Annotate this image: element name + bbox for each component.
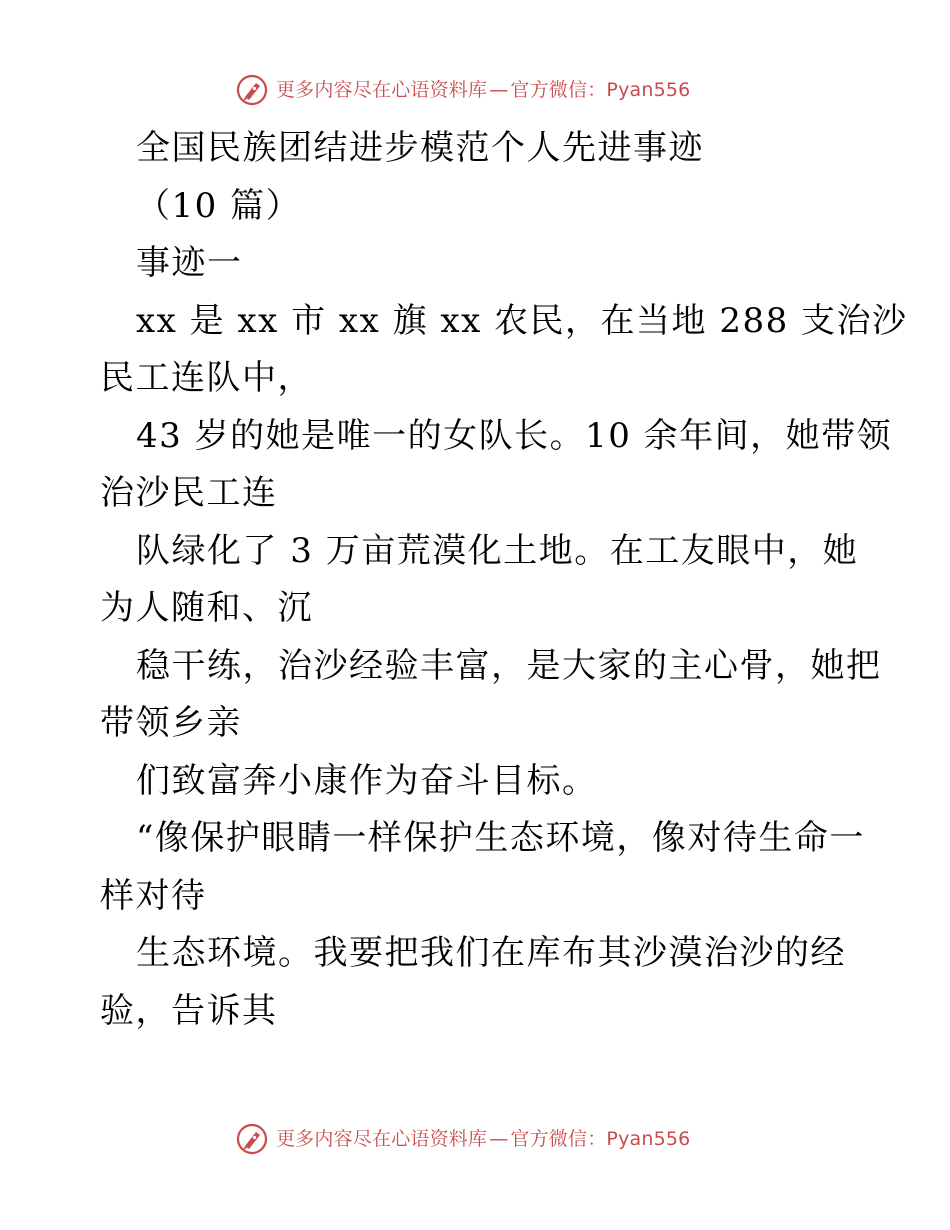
footer-banner bbox=[236, 1119, 690, 1159]
banner-dash: — bbox=[489, 78, 509, 101]
banner-site-name: 更多内容尽在心语资料库 bbox=[276, 1127, 488, 1150]
document-title: 全国民族团结进步模范个人先进事迹 bbox=[136, 128, 704, 168]
paragraph-line: xx 是 xx 市 xx 旗 xx 农民，在当地 288 支治沙 bbox=[136, 300, 908, 341]
paragraph-line: 队绿化了 3 万亩荒漠化土地。在工友眼中，她 bbox=[136, 530, 859, 571]
paragraph-line: 生态环境。我要把我们在库布其沙漠治沙的经 bbox=[136, 933, 846, 973]
paragraph-line: 治沙民工连 bbox=[100, 473, 278, 513]
banner-site-name: 更多内容尽在心语资料库 bbox=[276, 78, 488, 101]
header-banner bbox=[236, 70, 690, 110]
paragraph-line: 稳干练，治沙经验丰富，是大家的主心骨，她把 bbox=[136, 645, 882, 686]
paragraph-line: 为人随和、沉 bbox=[100, 588, 313, 628]
paragraph-line: “像保护眼睛一样保护生态环境，像对待生命一 bbox=[136, 818, 865, 858]
banner-contact: 官方微信：Pyan556 bbox=[510, 78, 691, 101]
header-banner-text bbox=[276, 78, 691, 101]
pen-nib-logo-icon bbox=[236, 74, 268, 106]
paragraph-line: 带领乡亲 bbox=[100, 703, 242, 743]
pen-nib-logo-icon bbox=[236, 1123, 268, 1155]
document-subtitle: （10 篇） bbox=[136, 185, 302, 226]
section-heading: 事迹一 bbox=[136, 243, 243, 283]
footer-banner-text bbox=[276, 1127, 691, 1150]
banner-contact: 官方微信：Pyan556 bbox=[510, 1127, 691, 1150]
paragraph-line: 43 岁的她是唯一的女队长。10 余年间，她带领 bbox=[136, 415, 893, 456]
banner-dash: — bbox=[489, 1127, 509, 1150]
paragraph-line: 们致富奔小康作为奋斗目标。 bbox=[136, 760, 598, 801]
paragraph-line: 民工连队中， bbox=[100, 358, 313, 398]
paragraph-line: 验，告诉其 bbox=[100, 990, 278, 1031]
document-body bbox=[100, 120, 908, 1040]
paragraph-line: 样对待 bbox=[100, 875, 207, 916]
